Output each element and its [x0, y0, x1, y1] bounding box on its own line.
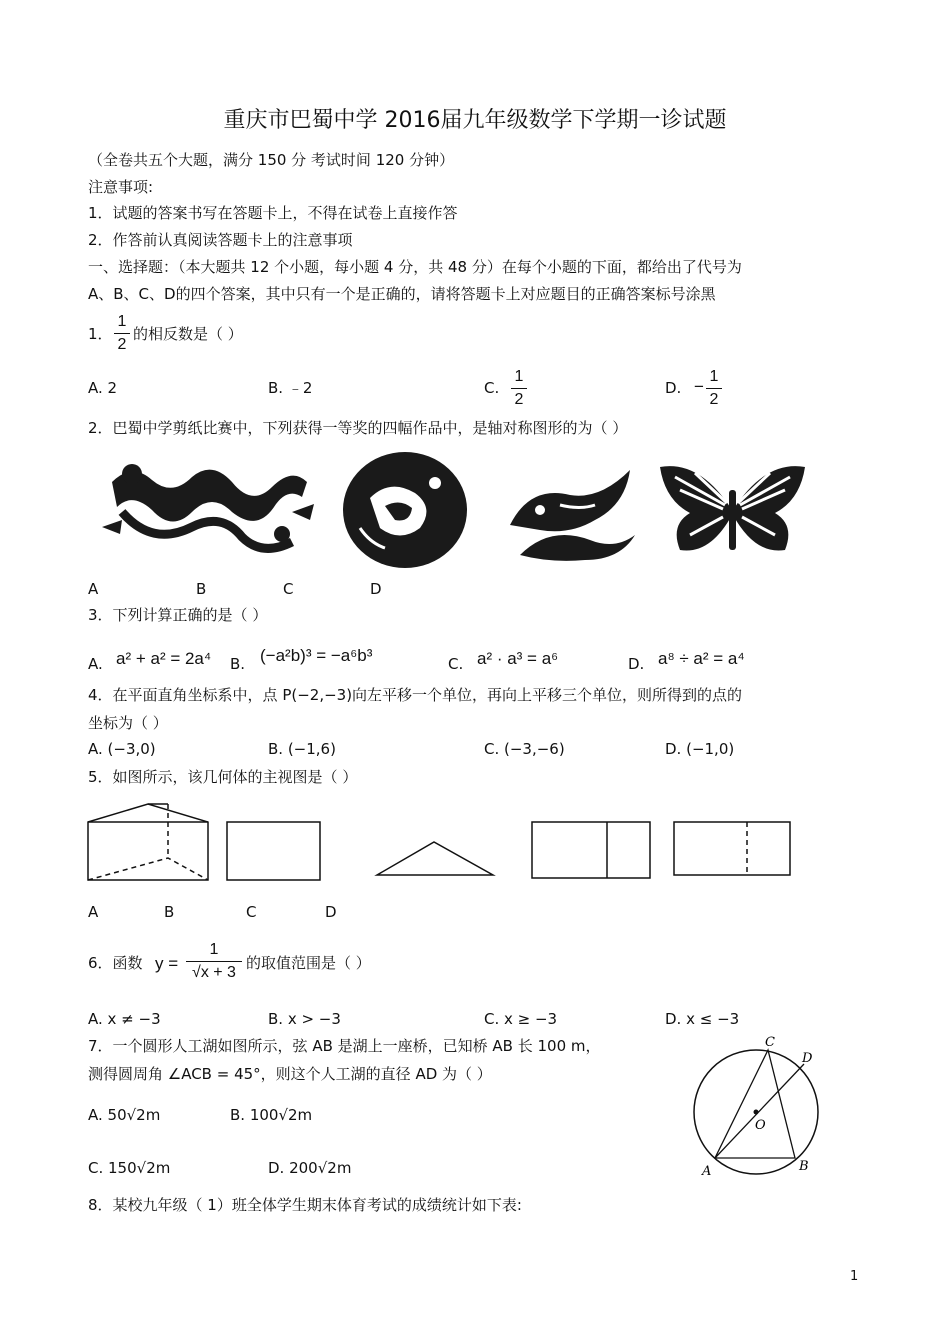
label-d: D — [802, 1051, 813, 1066]
label-a: A — [702, 1164, 712, 1179]
q2-stem: 2．巴蜀中学剪纸比赛中，下列获得一等奖的四幅作品中，是轴对称图形的为（ ） — [88, 419, 628, 437]
q5-label-d: D — [325, 903, 337, 921]
q1-option-d-fraction — [706, 368, 722, 409]
q4-option-b: B. (−1,6) — [268, 740, 336, 758]
option-c-triangle — [377, 842, 493, 875]
q6-denominator: √x + 3 — [192, 964, 236, 981]
q5-label-a: A — [88, 903, 99, 921]
q3-option-b-label: B. — [230, 655, 246, 673]
label-b: B — [799, 1159, 809, 1174]
q1-c-numerator: 1 — [514, 368, 524, 385]
q1-option-a: A. 2 — [88, 379, 118, 397]
q3-option-a-expr: a² + a² = 2a⁴ — [116, 649, 212, 668]
q1-numerator: 1 — [117, 313, 127, 330]
label-o: O — [755, 1118, 766, 1133]
q3-option-d-label: D. — [628, 655, 645, 673]
fraction-bar — [114, 333, 130, 334]
round-papercut-image — [340, 448, 470, 573]
center-point — [754, 1110, 759, 1115]
section-instructions-2: A、B、C、D的四个答案，其中只有一个是正确的，请将答题卡上对应题目的正确答案标号涂黑 — [88, 285, 716, 303]
q3-option-c-label: C. — [448, 655, 464, 673]
q5-stem: 5．如图所示，该几何体的主视图是（ ） — [88, 768, 358, 786]
q3-option-d-expr: a⁸ ÷ a² = a⁴ — [658, 649, 745, 668]
q7-stem-line-2: 测得圆周角 ∠ACB = 45°，则这个人工湖的直径 AD 为（ ） — [88, 1065, 492, 1083]
q3-stem: 3．下列计算正确的是（ ） — [88, 606, 268, 624]
diameter-ad — [715, 1064, 804, 1158]
q4-stem-line-2: 坐标为（ ） — [88, 714, 168, 732]
q1-denominator: 2 — [117, 336, 127, 353]
q4-stem-line-1: 4．在平面直角坐标系中，点 P(−2,−3)向左平移一个单位，再向上平移三个单位，则所得到的点的 — [88, 686, 743, 704]
notice-item-2: 2．作答前认真阅读答题卡上的注意事项 — [88, 231, 353, 249]
q7-stem-line-1: 7．一个圆形人工湖如图所示，弦 AB 是湖上一座桥，已知桥 AB 长 100 m， — [88, 1037, 601, 1055]
q1-d-numerator: 1 — [709, 368, 719, 385]
q4-option-a: A. (−3,0) — [88, 740, 156, 758]
q6-number: 6．函数 — [88, 954, 143, 972]
q6-option-b: B. x > −3 — [268, 1010, 341, 1028]
q7-option-a: A. 50√2m — [88, 1106, 161, 1124]
option-d-rectangle-solid-line — [532, 822, 650, 878]
q6-option-a: A. x ≠ −3 — [88, 1010, 161, 1028]
q1-stem: 的相反数是（ ） — [133, 325, 243, 343]
q1-fraction — [114, 313, 130, 354]
q6-option-d: D. x ≤ −3 — [665, 1010, 740, 1028]
fish-papercut-image — [500, 455, 640, 565]
fraction-bar — [706, 388, 722, 389]
circle-lake-figure — [688, 1030, 828, 1180]
q2-label-b: B — [196, 580, 207, 598]
q4-option-d: D. (−1,0) — [665, 740, 735, 758]
notice-item-1: 1．试题的答案书写在答题卡上，不得在试卷上直接作答 — [88, 204, 458, 222]
q6-y: y = — [155, 954, 179, 973]
q5-label-c: C — [246, 903, 257, 921]
q1-d-denominator: 2 — [709, 391, 719, 408]
q1-option-d-sign: − — [694, 377, 704, 396]
q1-option-d-label: D. — [665, 379, 682, 397]
q3-option-b-expr: (−a²b)³ = −a⁶b³ — [260, 646, 373, 665]
q5-label-b: B — [164, 903, 175, 921]
option-b-rectangle — [227, 822, 320, 880]
butterfly-papercut-image — [655, 455, 810, 565]
q1-option-b: B. ﹣2 — [268, 379, 313, 397]
q2-label-a: A — [88, 580, 99, 598]
q8-stem: 8．某校九年级（ 1）班全体学生期末体育考试的成绩统计如下表: — [88, 1196, 522, 1214]
q7-option-c: C. 150√2m — [88, 1159, 171, 1177]
notice-heading: 注意事项: — [88, 178, 154, 196]
q5-figures — [80, 798, 820, 888]
fraction-bar — [511, 388, 527, 389]
label-c: C — [765, 1035, 775, 1050]
q3-option-a-label: A. — [88, 655, 103, 673]
q4-option-c: C. (−3,−6) — [484, 740, 565, 758]
option-d-rectangle-dashed-line — [674, 822, 790, 875]
section-instructions-1: 一、选择题：（本大题共 12 个小题，每小题 4 分，共 48 分）在每个小题的下面，都给出了代号为 — [88, 258, 742, 276]
page-number: 1 — [850, 1269, 859, 1284]
q2-label-d: D — [370, 580, 382, 598]
q1-option-c-label: C. — [484, 379, 500, 397]
q2-label-c: C — [283, 580, 294, 598]
q7-option-d: D. 200√2m — [268, 1159, 352, 1177]
q7-option-b: B. 100√2m — [230, 1106, 313, 1124]
fraction-bar — [186, 961, 242, 962]
q6-stem: 的取值范围是（ ） — [246, 954, 371, 972]
q1-option-c-fraction — [511, 368, 527, 409]
triangle-abc — [715, 1050, 795, 1158]
q6-fraction — [186, 941, 242, 982]
q6-option-c: C. x ≥ −3 — [484, 1010, 558, 1028]
q1-c-denominator: 2 — [514, 391, 524, 408]
prism-3d-figure — [88, 804, 208, 880]
q3-option-c-expr: a² · a³ = a⁶ — [477, 649, 559, 668]
dragon-papercut-image — [92, 452, 320, 567]
q1-number: 1． — [88, 325, 113, 343]
exam-info: （全卷共五个大题，满分 150 分 考试时间 120 分钟） — [88, 151, 455, 169]
page-title: 重庆市巴蜀中学 2016届九年级数学下学期一诊试题 — [223, 108, 727, 133]
q6-numerator: 1 — [209, 941, 219, 958]
